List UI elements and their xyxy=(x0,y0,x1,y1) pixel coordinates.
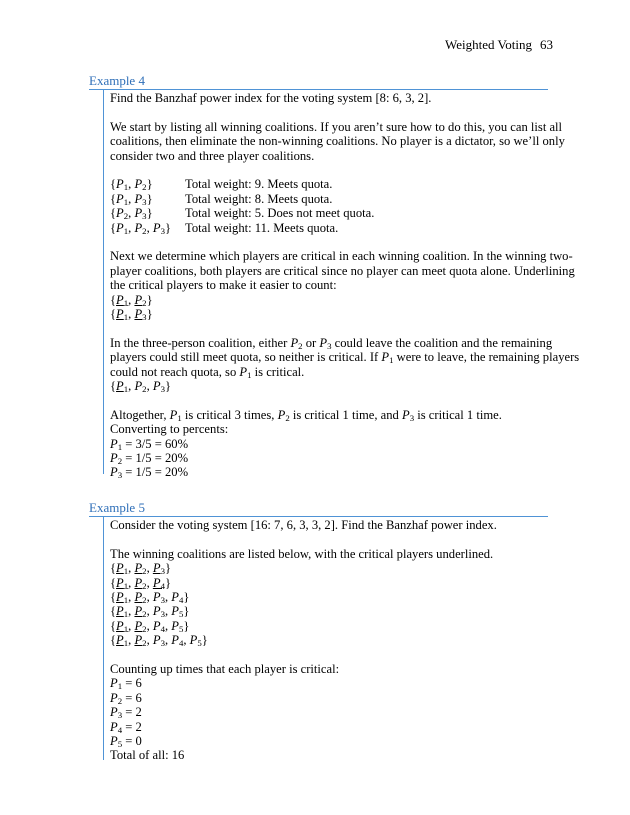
running-header xyxy=(445,37,553,53)
underlined-coalition: {$P_1$, $P_2$, $P_3$, $P_5$} xyxy=(110,604,190,620)
count-line: $P_4 = 2$ xyxy=(110,719,142,735)
example-5-rule xyxy=(89,516,548,517)
count-line: $P_5 = 0$ xyxy=(110,734,142,750)
example-4-rule xyxy=(89,89,548,90)
example-4-body xyxy=(110,91,580,480)
example-5-body xyxy=(110,518,580,763)
example-5-counting: Counting up times that each player is critical: xyxy=(110,662,340,677)
example-4-label: Example 4 xyxy=(89,73,145,88)
example-5-total: Total of all: 16 xyxy=(110,748,185,763)
coalition-description: Total weight: 5. Does not meet quota. xyxy=(185,206,375,221)
coalition-description: Total weight: 8. Meets quota. xyxy=(185,191,333,206)
coalition-row: {$P_1$, $P_3$} Total weight: 8. Meets quota. xyxy=(110,191,333,207)
coalition-row: {$P_2$, $P_3$} Total weight: 5. Does not meet quota. xyxy=(110,206,375,222)
coalition-row: {$P_1$, $P_2$} Total weight: 9. Meets quota. xyxy=(110,177,333,193)
example-4-intro: We start by listing all winning coalitions. If you aren’t sure how to do this, you can list all coalitions, then eliminate the non-winning coalitions. No player is a dictator, so we’ll only consider two and three player coalitions. xyxy=(110,119,565,163)
count-line: $P_2 = 6$ xyxy=(110,690,142,706)
underlined-coalition: {$P_1$, $P_2$, $P_3$, $P_4$} xyxy=(110,590,190,606)
underlined-coalition: {$P_1$, $P_2$, $P_4$, $P_5$} xyxy=(110,618,190,634)
percent-line: $P_2 = 1/5 = 20\%$ xyxy=(110,451,189,467)
underlined-coalition: {$P_1$, $P_2$, $P_4$} xyxy=(110,575,172,591)
underlined-coalition: {$P_1$, $P_2$, $P_3$, $P_4$, $P_5$} xyxy=(110,633,208,649)
coalition-description: Total weight: 9. Meets quota. xyxy=(185,177,333,192)
example-4-altogether: Altogether, $P_1$ is critical 3 times, $P_2$ is critical 1 time, and $P_3$ is critical 1 time. xyxy=(110,407,502,423)
underlined-coalition: {$P_1$, $P_2$} xyxy=(110,292,153,308)
coalition-description: Total weight: 11. Meets quota. xyxy=(185,220,339,235)
example-4-converting: Converting to percents: xyxy=(110,422,229,437)
percent-line: $P_3 = 1/5 = 20\%$ xyxy=(110,465,189,481)
example-5-label: Example 5 xyxy=(89,500,145,515)
example-5-task: Consider the voting system [16: 7, 6, 3, 3, 2]. Find the Banzhaf power index. xyxy=(110,518,497,532)
example-5-side-bar xyxy=(103,516,104,760)
header-title: Weighted Voting xyxy=(445,37,532,52)
example-4-three-person-text: In the three-person coalition, either $P_2$ or $P_3$ could leave the coalition and the remaining players could still meet quota, so neither is critical. If $P_1$ were to leave, the remaining players could not reach quota, so $P_1$ is critical. xyxy=(110,335,580,380)
underlined-coalition: {$P_1$, $P_3$} xyxy=(110,307,153,323)
example-4-critical-text: Next we determine which players are critical in each winning coalition. In the winning two-player coalitions, both players are critical since no player can meet quota alone. Underlining the critical players to make it easier to count: xyxy=(110,249,575,293)
coalition-row: {$P_1$, $P_2$, $P_3$} Total weight: 11. Meets quota. xyxy=(110,220,339,236)
example-4-side-bar xyxy=(103,89,104,474)
count-line: $P_3 = 2$ xyxy=(110,705,142,721)
underlined-coalition: {$P_1$, $P_2$, $P_3$} xyxy=(110,379,172,395)
underlined-coalition: {$P_1$, $P_2$, $P_3$} xyxy=(110,561,172,577)
percent-line: $P_1 = 3/5 = 60\%$ xyxy=(110,436,189,452)
count-line: $P_1 = 6$ xyxy=(110,676,142,692)
page-number: 63 xyxy=(540,37,553,52)
example-5-intro: The winning coalitions are listed below, with the critical players underlined. xyxy=(110,546,494,561)
example-4-task: Find the Banzhaf power index for the voting system [8: 6, 3, 2]. xyxy=(110,91,432,105)
